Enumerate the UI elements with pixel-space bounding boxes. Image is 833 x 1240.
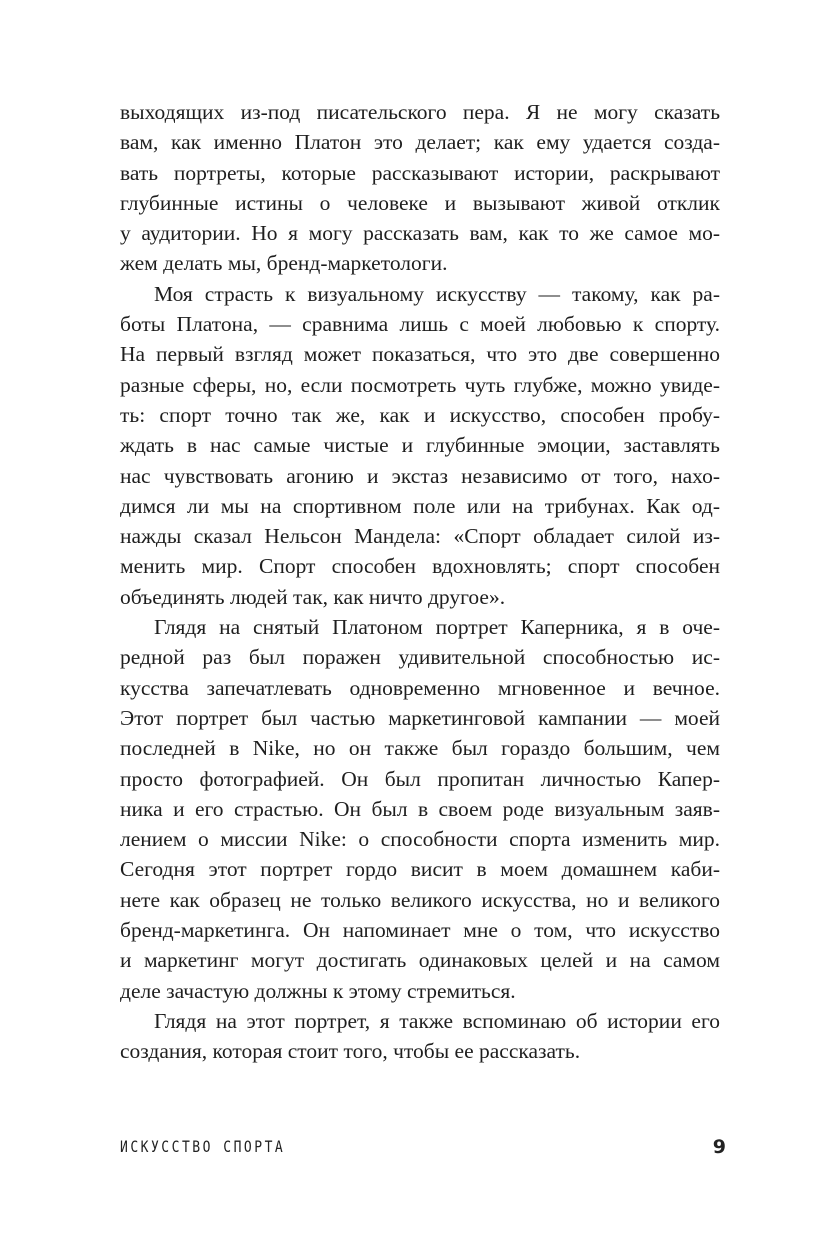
paragraph (120, 279, 720, 612)
text-line: На первый взгляд может показаться, что это две совершенно (120, 342, 720, 367)
text-line: деле зачастую должны к этому стремиться. (120, 978, 516, 1003)
text-line: создания, которая стоит того, чтобы ее рассказать. (120, 1039, 581, 1064)
text-line: последней в Nike, но он также был гораздо большим, чем (120, 736, 720, 761)
text-line: и маркетинг могут достигать одинаковых целей и на самом (120, 948, 720, 973)
text-line: выходящих из-под писательского пера. Я не могу сказать (120, 100, 720, 124)
text-line: Сегодня этот портрет гордо висит в моем домашнем каби- (120, 857, 720, 882)
text-line: Моя страсть к визуальному искусству — такому, как ра- (154, 281, 720, 306)
text-line: Глядя на снятый Платоном портрет Каперника, я в оче- (154, 615, 720, 640)
text-line: нажды сказал Нельсон Мандела: «Спорт обладает силой из- (120, 524, 720, 549)
text-line: димся ли мы на спортивном поле или на трибунах. Как од- (120, 493, 720, 518)
running-title: ИСКУССТВО СПОРТА (120, 1137, 286, 1157)
paragraph (120, 1006, 720, 1067)
text-line: глубинные истины о человеке и вызывают живой отклик (120, 190, 720, 215)
text-line: Этот портрет был частью маркетинговой кампании — моей (120, 705, 720, 730)
text-line: бренд-маркетинга. Он напоминает мне о том, что искусство (120, 918, 720, 943)
body-text (120, 97, 720, 1067)
page-number: 9 (712, 1136, 726, 1158)
text-line: просто фотографией. Он был пропитан личностью Капер- (120, 766, 720, 791)
text-line: вам, как именно Платон это делает; как ему удается созда- (120, 130, 720, 155)
text-line: лением о миссии Nike: о способности спорта изменить мир. (120, 827, 720, 852)
text-line: ника и его страстью. Он был в своем роде визуальным заяв- (120, 796, 720, 821)
text-line: ть: спорт точно так же, как и искусство, способен пробу- (120, 402, 720, 427)
text-line: нас чувствовать агонию и экстаз независимо от того, нахо- (120, 463, 720, 488)
text-line: у аудитории. Но я могу рассказать вам, как то же самое мо- (120, 221, 720, 246)
text-line: нете как образец не только великого искусства, но и великого (120, 887, 720, 912)
text-line: кусства запечатлевать одновременно мгновенное и вечное. (120, 675, 720, 700)
text-line: вать портреты, которые рассказывают истории, раскрывают (120, 160, 720, 185)
text-line: ждать в нас самые чистые и глубинные эмоции, заставлять (120, 433, 720, 458)
text-line: менить мир. Спорт способен вдохновлять; спорт способен (120, 554, 720, 579)
paragraph (120, 612, 720, 1006)
text-line: Глядя на этот портрет, я также вспоминаю об истории его (154, 1008, 720, 1033)
text-line: боты Платона, — сравнима лишь с моей любовью к спорту. (120, 312, 720, 337)
text-line: жем делать мы, бренд-маркетологи. (120, 251, 448, 276)
paragraph (120, 97, 720, 279)
text-line: объединять людей так, как ничто другое». (120, 584, 506, 609)
page-footer (120, 1136, 726, 1158)
text-line: разные сферы, но, если посмотреть чуть глубже, можно увиде- (120, 372, 720, 397)
text-line: редной раз был поражен удивительной способностью ис- (120, 645, 720, 670)
